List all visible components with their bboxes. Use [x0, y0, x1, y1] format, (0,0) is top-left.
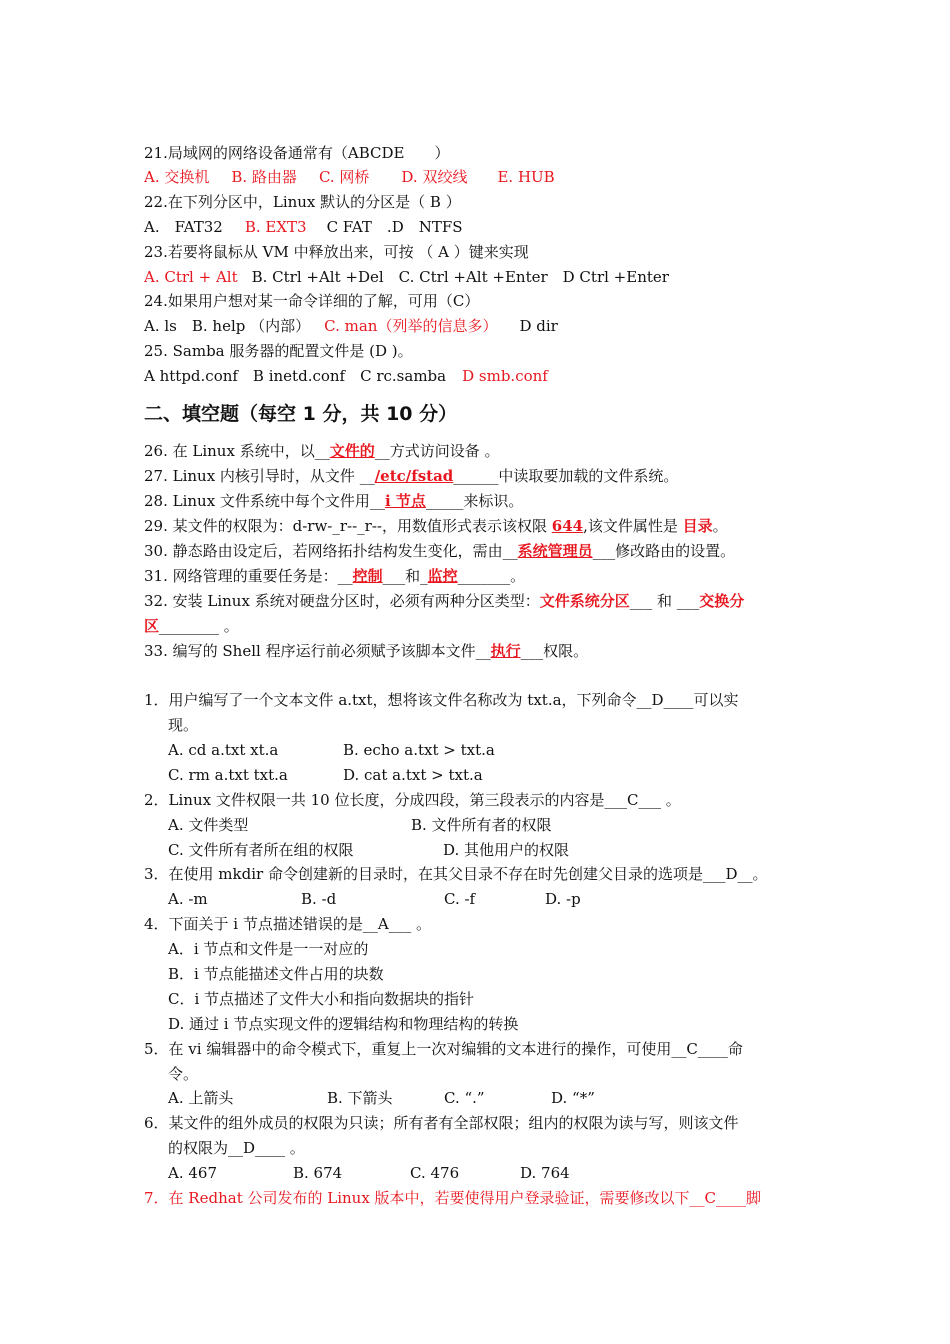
question-text: _____来标识。: [425, 492, 524, 510]
option-a: A. 上箭头: [168, 1089, 234, 1107]
question-text: 29. 某文件的权限为：d-rw-_r--_r--，用数值形式表示该权限: [144, 517, 552, 535]
option-ab: A. ls B. help （内部）: [144, 317, 311, 335]
answer-2: 交换分: [699, 592, 745, 610]
option-a: A. FAT32: [144, 218, 223, 236]
option-a: A. 交换机: [144, 168, 210, 186]
mc-question-2-options-row1: [168, 815, 552, 835]
question-text: ___权限。: [520, 642, 589, 660]
question-text: 32. 安装 Linux 系统对硬盘分区时，必须有两种分区类型：: [144, 592, 540, 610]
question-text: ___ 和 ___: [629, 592, 700, 610]
question-28: [144, 491, 523, 511]
option-d: D. cat a.txt > txt.a: [343, 766, 483, 784]
mc-question-1: 1．用户编写了一个文本文件 a.txt，想将该文件名称改为 txt.a，下列命令__D____可以实: [144, 691, 739, 709]
question-text: ________ 。: [159, 617, 239, 635]
option-b: B．i 节点能描述文件占用的块数: [168, 965, 384, 983]
option-c: C. 文件所有者所在组的权限: [168, 841, 354, 859]
question-23: 23.若要将鼠标从 VM 中释放出来，可按 （ A ）键来实现: [144, 243, 529, 261]
mc-question-2-options-row2: [168, 840, 569, 860]
option-c: C. -f: [444, 890, 476, 908]
answer: /etc/fstad: [374, 467, 454, 485]
option-c: C. “.”: [444, 1089, 485, 1107]
question-text: 30. 静态路由设定后，若网络拓扑结构发生变化，需由__: [144, 542, 518, 560]
option-c: C. 网桥: [318, 168, 370, 186]
option-d: D. 双绞线: [401, 168, 468, 186]
option-a: A. 文件类型: [168, 816, 249, 834]
option-b-answer: B. EXT3: [244, 218, 307, 236]
question-21: 21.局域网的网络设备通常有（ABCDE ）: [144, 144, 450, 162]
option-b: B. -d: [301, 890, 337, 908]
option-d: D. “*”: [551, 1089, 595, 1107]
option-a-answer: A. Ctrl + Alt: [144, 268, 238, 286]
option-e: E. HUB: [497, 168, 555, 186]
option-a: A. cd a.txt xt.a: [168, 741, 279, 759]
mc-question-1-cont: 现。: [168, 716, 199, 734]
mc-question-4: 4．下面关于 i 节点描述错误的是__A___ 。: [144, 915, 431, 933]
mc-question-1-options-row1: [168, 740, 495, 760]
question-22: 22.在下列分区中，Linux 默认的分区是（ B ）: [144, 193, 461, 211]
question-text: ___和_: [382, 567, 428, 585]
question-text: 。: [712, 517, 728, 535]
answer: i 节点: [384, 492, 426, 510]
question-31: [144, 566, 525, 586]
question-27: [144, 466, 678, 486]
mc-question-5-options: [168, 1088, 595, 1108]
answer-1: 控制: [352, 567, 383, 585]
option-d: D. 通过 i 节点实现文件的逻辑结构和物理结构的转换: [168, 1015, 519, 1033]
question-30: [144, 541, 735, 561]
option-b: B. 文件所有者的权限: [411, 816, 552, 834]
question-33: [144, 641, 588, 661]
option-d-answer: D smb.conf: [462, 367, 548, 385]
mc-question-5-cont: 令。: [168, 1065, 199, 1083]
mc-question-2: 2．Linux 文件权限一共 10 位长度，分成四段，第三段表示的内容是___C___ 。: [144, 791, 681, 809]
section-heading-fill-in: 二、填空题（每空 1 分，共 10 分）: [144, 403, 458, 425]
mc-question-6: 6．某文件的组外成员的权限为只读；所有者有全部权限；组内的权限为读与写，则该文件: [144, 1114, 739, 1132]
mc-question-6-options: [168, 1163, 570, 1183]
mc-question-6-cont: 的权限为__D____ 。: [168, 1139, 305, 1157]
answer: 文件的: [329, 442, 375, 460]
answer-2: 目录: [682, 517, 713, 535]
question-text: 27. Linux 内核引导时，从文件 __: [144, 467, 375, 485]
question-29: [144, 516, 728, 536]
answer: 系统管理员: [517, 542, 593, 560]
option-a: A．i 节点和文件是一一对应的: [168, 940, 369, 958]
question-21-options: [144, 167, 555, 187]
option-d: D. -p: [545, 890, 581, 908]
option-b: B. 下箭头: [327, 1089, 393, 1107]
question-text: _______。: [457, 567, 526, 585]
option-cd: C FAT .D NTFS: [326, 218, 463, 236]
option-d: D dir: [519, 317, 558, 335]
answer-1: 文件系统分区: [539, 592, 630, 610]
answer-2: 监控: [427, 567, 458, 585]
option-a: A. 467: [168, 1164, 217, 1182]
question-24: 24.如果用户想对某一命令详细的了解，可用（C）: [144, 292, 480, 310]
option-abc: A httpd.conf B inetd.conf C rc.samba: [144, 367, 447, 385]
answer: 执行: [490, 642, 521, 660]
question-text: 28. Linux 文件系统中每个文件用__: [144, 492, 385, 510]
answer-2-end: 区: [144, 617, 160, 635]
option-a: A. -m: [168, 890, 208, 908]
question-text: 26. 在 Linux 系统中，以__: [144, 442, 330, 460]
option-b: B. 674: [293, 1164, 343, 1182]
question-32-continued: [144, 616, 239, 636]
option-b: B. 路由器: [231, 168, 297, 186]
mc-question-5: 5．在 vi 编辑器中的命令模式下，重复上一次对编辑的文本进行的操作，可使用__C____命: [144, 1040, 743, 1058]
question-text: ___修改路由的设置。: [592, 542, 736, 560]
mc-question-1-options-row2: [168, 765, 483, 785]
question-25-options: [144, 366, 548, 386]
question-text: 31. 网络管理的重要任务是：__: [144, 567, 353, 585]
question-26: [144, 441, 500, 461]
answer-1: 644: [551, 517, 584, 535]
option-b: B. echo a.txt > txt.a: [343, 741, 495, 759]
option-d: D. 764: [520, 1164, 570, 1182]
option-d: D. 其他用户的权限: [443, 841, 570, 859]
option-rest: B. Ctrl +Alt +Del C. Ctrl +Alt +Enter D Ctrl +Enter: [251, 268, 669, 286]
mc-question-7: 7．在 Redhat 公司发布的 Linux 版本中，若要使得用户登录验证，需要修改以下__C____脚: [144, 1189, 762, 1207]
option-c-answer: C. man（列举的信息多）: [324, 317, 498, 335]
question-25: 25. Samba 服务器的配置文件是 (D )。: [144, 342, 413, 360]
option-c: C. rm a.txt txt.a: [168, 766, 288, 784]
mc-question-3-options: [168, 889, 581, 909]
question-22-options: [144, 217, 463, 237]
question-24-options: [144, 316, 558, 336]
question-32: [144, 591, 744, 611]
option-c: C. 476: [410, 1164, 460, 1182]
question-text: ______中读取要加载的文件系统。: [453, 467, 679, 485]
question-text: 33. 编写的 Shell 程序运行前必须赋予该脚本文件__: [144, 642, 491, 660]
mc-question-3: 3．在使用 mkdir 命令创建新的目录时，在其父目录不存在时先创建父目录的选项是___D__。: [144, 865, 768, 883]
question-23-options: [144, 267, 669, 287]
option-c: C．i 节点描述了文件大小和指向数据块的指针: [168, 990, 475, 1008]
question-text: ,该文件属性是: [583, 517, 683, 535]
question-text: __方式访问设备 。: [374, 442, 500, 460]
